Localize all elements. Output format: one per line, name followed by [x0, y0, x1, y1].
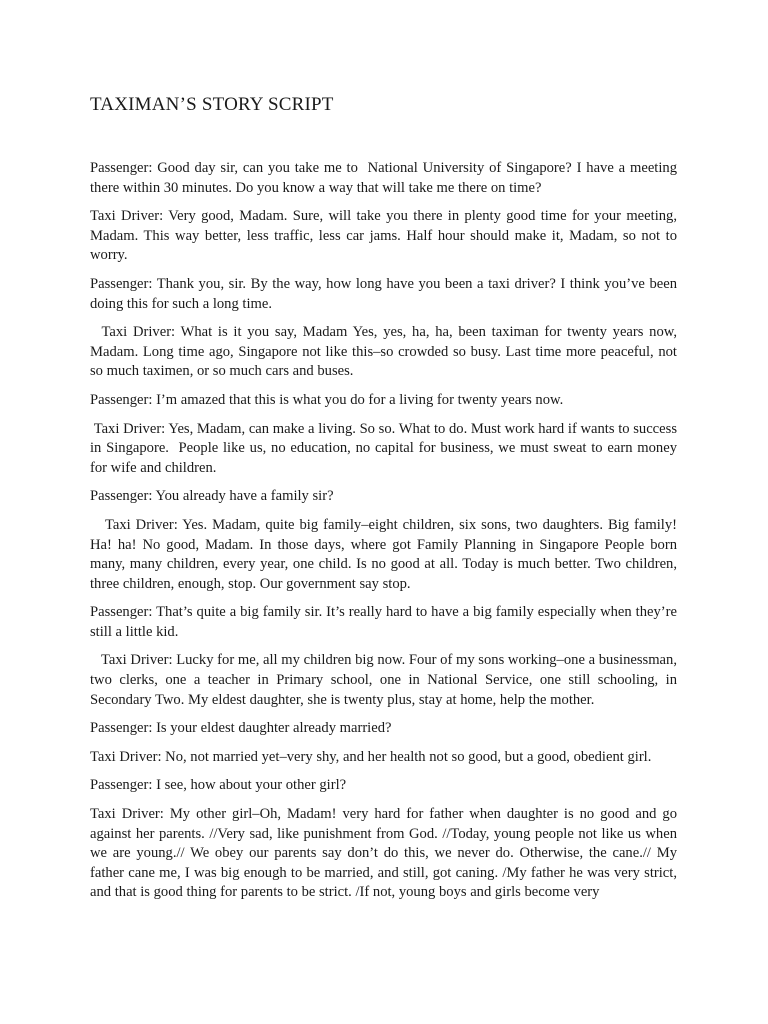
dialogue-paragraph: Taxi Driver: Lucky for me, all my children big now. Four of my sons working–one a businessman, two clerks, one a teacher in Primary school, one in National Service, one still schooling, in Secondary Two. My eldest daughter, she is twenty plus, stay at home, help the mother.	[90, 652, 681, 708]
dialogue-paragraph: Passenger: I’m amazed that this is what you do for a living for twenty years now.	[90, 391, 564, 408]
dialogue-paragraph: Taxi Driver: What is it you say, Madam Yes, yes, ha, ha, been taximan for twenty years now, Madam. Long time ago, Singapore not like this–so crowded so busy. Last time more peaceful, not so much taximen, or so much cars and buses.	[90, 324, 681, 380]
dialogue-paragraph: Taxi Driver: My other girl–Oh, Madam! very hard for father when daughter is no good and go against her parents. //Very sad, like punishment from God. //Today, young people not like us when we are young.// We obey our parents say don’t do this, we never do. Otherwise, the cane.// My father cane me, I was big enough to be married, and still, got caning. /My father he was very strict, and that is good thing for parents to be strict. /If not, young boys and girls become very	[90, 806, 681, 901]
dialogue-paragraph: Passenger: You already have a family sir?	[90, 488, 334, 505]
dialogue-paragraph: Passenger: That’s quite a big family sir. It’s really hard to have a big family especially when they’re still a little kid.	[90, 604, 681, 640]
dialogue-paragraph: Passenger: Thank you, sir. By the way, how long have you been a taxi driver? I think you’ve been doing this for such a long time.	[90, 275, 681, 312]
dialogue-paragraph: Taxi Driver: Yes, Madam, can make a living. So so. What to do. Must work hard if wants to success in Singapore. People like us, no education, no capital for business, we must sweat to earn money for wife and children.	[90, 420, 681, 476]
dialogue-paragraph: Taxi Driver: Very good, Madam. Sure, will take you there in plenty good time for your meeting, Madam. This way better, less traffic, less car jams. Half hour should make it, Madam, so not to worry.	[90, 208, 681, 264]
dialogue-paragraph: Passenger: Is your eldest daughter already married?	[90, 720, 392, 737]
dialogue-paragraph: Taxi Driver: No, not married yet–very shy, and her health not so good, but a good, obedient girl.	[90, 748, 652, 765]
dialogue-paragraph: Taxi Driver: Yes. Madam, quite big family–eight children, six sons, two daughters. Big family! Ha! ha! No good, Madam. In those days, where got Family Planning in Singapore People born many, many children, every year, one child. Is no good at all. Today is much better. Two children, three children, enough, stop. Our government say stop.	[90, 516, 681, 592]
script-body	[90, 159, 681, 912]
dialogue-paragraph: Passenger: I see, how about your other girl?	[90, 777, 347, 794]
dialogue-paragraph: Passenger: Good day sir, can you take me to National University of Singapore? I have a meeting there within 30 minutes. Do you know a way that will take me there on time?	[90, 160, 681, 196]
document-title: TAXIMAN’S STORY SCRIPT	[90, 94, 334, 115]
